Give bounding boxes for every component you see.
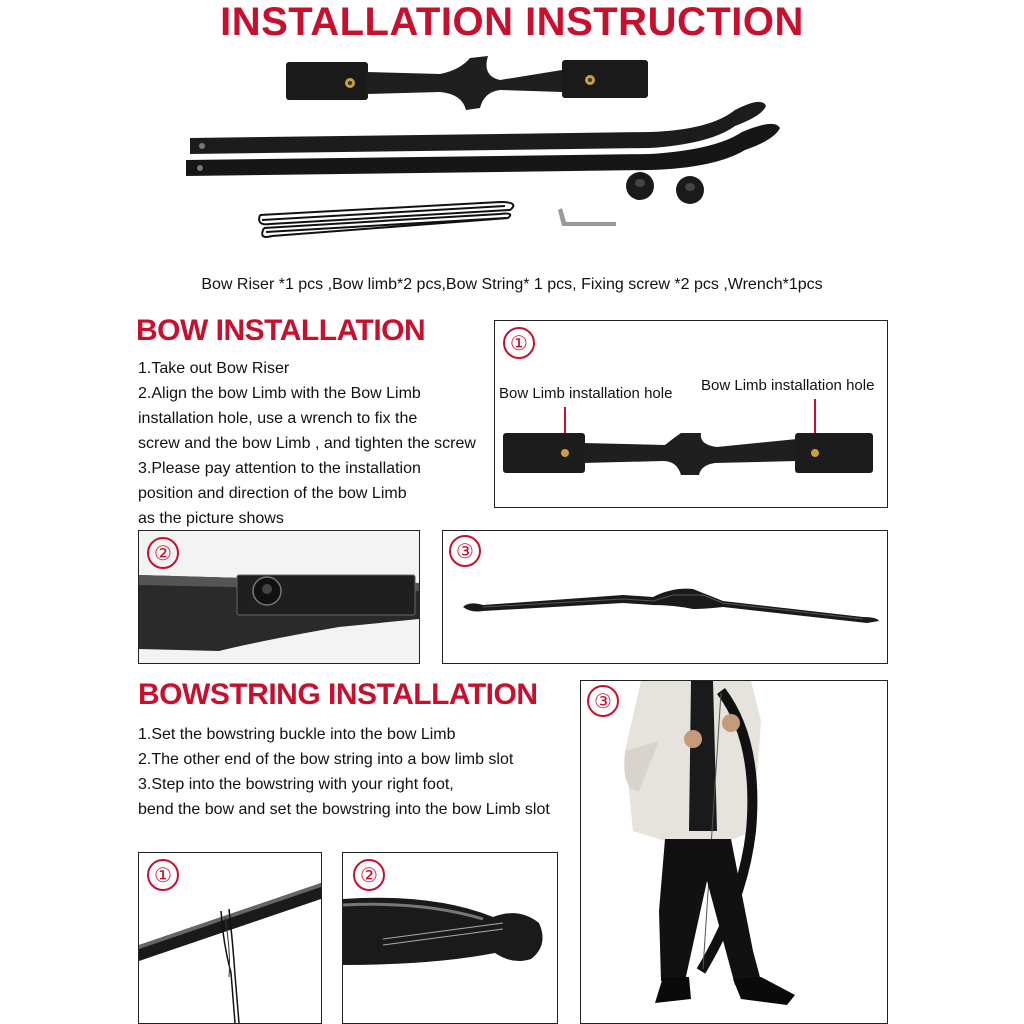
wrench-image <box>558 208 616 226</box>
bow-riser-image <box>286 56 648 110</box>
bowstring-panel-3 <box>580 680 888 1024</box>
bow-installation-steps <box>138 356 476 531</box>
riser-installation-image <box>495 321 887 507</box>
bowstring-installation-heading: BOWSTRING INSTALLATION <box>138 678 538 711</box>
parts-list: Bow Riser *1 pcs ,Bow limb*2 pcs,Bow String* 1 pcs, Fixing screw *2 pcs ,Wrench*1pcs <box>201 276 823 293</box>
step-line: 1.Set the bowstring buckle into the bow Limb <box>138 726 456 743</box>
step-line: as the picture shows <box>138 510 284 527</box>
step-line: position and direction of the bow Limb <box>138 485 407 502</box>
bow-limbs-image <box>186 102 780 176</box>
step-line: 2.Align the bow Limb with the Bow Limb <box>138 385 421 402</box>
step-line: 3.Step into the bowstring with your right foot, <box>138 776 454 793</box>
parts-photo <box>170 50 810 260</box>
step-number-badge: ③ <box>449 535 481 567</box>
step-line: installation hole, use a wrench to fix the <box>138 410 418 427</box>
bow-installation-heading: BOW INSTALLATION <box>136 314 426 347</box>
bowstring-panel-2 <box>342 852 558 1024</box>
page-title: INSTALLATION INSTRUCTION <box>220 0 804 44</box>
string-buckle-closeup-image <box>139 853 321 1023</box>
bow-string-image <box>259 202 513 237</box>
person-stringing-bow-image <box>581 681 887 1023</box>
assembled-bow-image <box>443 531 887 663</box>
bow-panel-1 <box>494 320 888 508</box>
step-number-badge: ① <box>503 327 535 359</box>
step-number-badge: ③ <box>587 685 619 717</box>
step-line: 2.The other end of the bow string into a bow limb slot <box>138 751 514 768</box>
limb-hole-label-right: Bow Limb installation hole <box>701 377 875 394</box>
step-number-badge: ② <box>147 537 179 569</box>
limb-hole-label-left: Bow Limb installation hole <box>499 385 673 402</box>
step-line: bend the bow and set the bowstring into the bow Limb slot <box>138 801 550 818</box>
bow-panel-3 <box>442 530 888 664</box>
step-number-badge: ② <box>353 859 385 891</box>
bowstring-panel-1 <box>138 852 322 1024</box>
step-line: 3.Please pay attention to the installation <box>138 460 421 477</box>
fixing-screws-image <box>626 172 704 204</box>
step-line: screw and the bow Limb , and tighten the screw <box>138 435 476 452</box>
bowstring-installation-steps <box>138 722 550 822</box>
step-line: 1.Take out Bow Riser <box>138 360 290 377</box>
step-number-badge: ① <box>147 859 179 891</box>
bow-panel-2 <box>138 530 420 664</box>
limb-screw-closeup-image <box>139 531 419 663</box>
